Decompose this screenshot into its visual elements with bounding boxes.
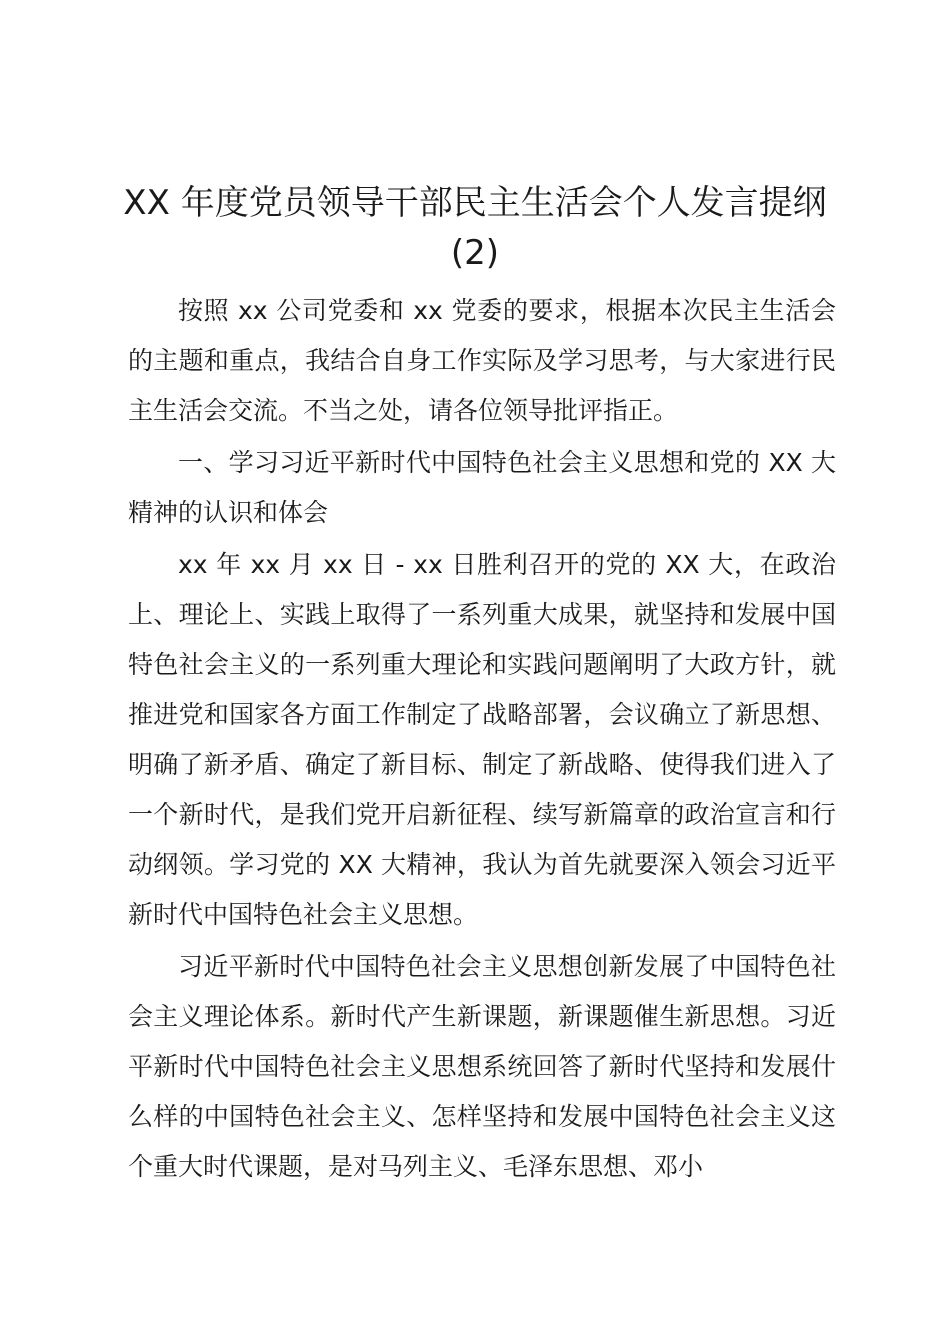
paragraph-thought: 习近平新时代中国特色社会主义思想创新发展了中国特色社会主义理论体系。新时代产生新课题，新课题催生新思想。习近平新时代中国特色社会主义思想系统回答了新时代坚持和发展什么样的中国特色社会主义、怎样坚持和发展中国特色社会主义这个重大时代课题，是对马列主义、毛泽东思想、邓小 — [128, 952, 836, 1181]
section-heading-1: 一、学习习近平新时代中国特色社会主义思想和党的 XX 大精神的认识和体会 — [128, 448, 836, 527]
paragraph-intro: 按照 xx 公司党委和 xx 党委的要求，根据本次民主生活会的主题和重点，我结合自身工作实际及学习思考，与大家进行民主生活会交流。不当之处，请各位领导批评指正。 — [128, 296, 836, 425]
document-title: XX 年度党员领导干部民主生活会个人发言提纲(2) — [123, 183, 827, 273]
document-body — [128, 286, 836, 1194]
paragraph-congress: xx 年 xx 月 xx 日 - xx 日胜利召开的党的 XX 大，在政治上、理论上、实践上取得了一系列重大成果，就坚持和发展中国特色社会主义的一系列重大理论和实践问题阐明了大政方针，就推进党和国家各方面工作制定了战略部署，会议确立了新思想、明确了新矛盾、确定了新目标、制定了新战略、使得我们进入了一个新时代，是我们党开启新征程、续写新篇章的政治宣言和行动纲领。学习党的 XX 大精神，我认为首先就要深入领会习近平新时代中国特色社会主义思想。 — [128, 550, 836, 929]
